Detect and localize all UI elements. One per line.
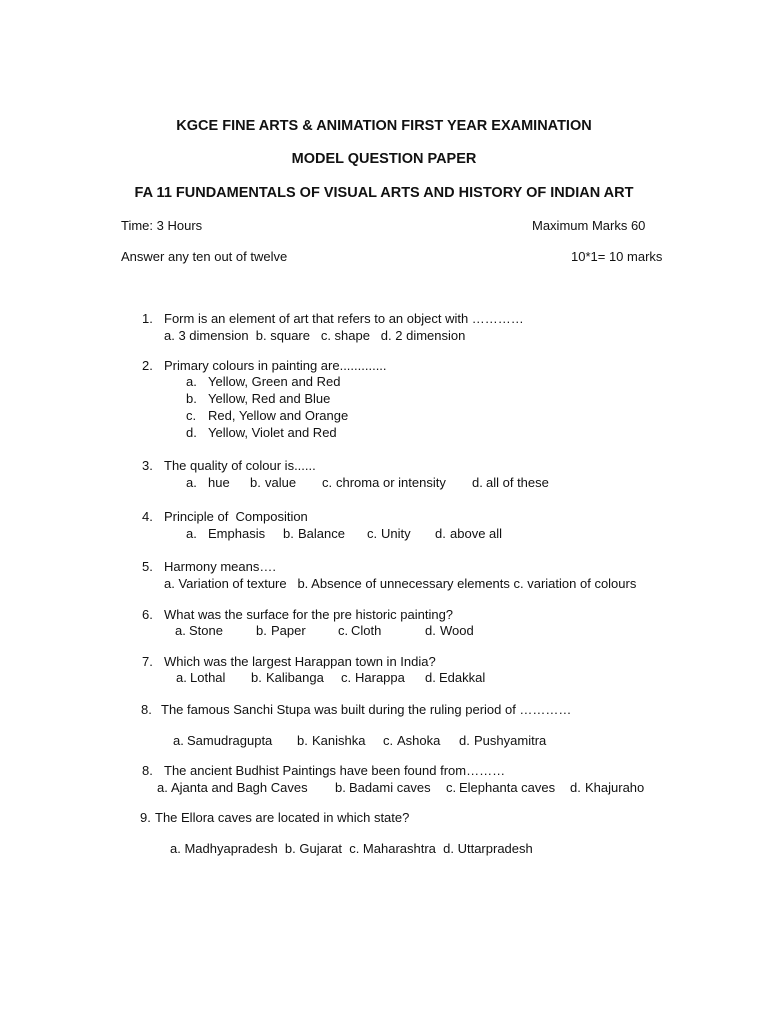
question-number: 5. bbox=[142, 559, 153, 574]
option-text: Paper bbox=[271, 623, 306, 638]
question-number: 3. bbox=[142, 458, 153, 473]
option-letter: a. bbox=[186, 526, 197, 541]
option-text: Harappa bbox=[355, 670, 405, 685]
option-text: Ashoka bbox=[397, 733, 441, 748]
option-text: Yellow, Red and Blue bbox=[208, 391, 331, 406]
option-letter: c. bbox=[322, 475, 333, 490]
option-letter: a. bbox=[176, 670, 187, 685]
question-options: a. Madhyapradesh b. Gujarat c. Maharashtra d. Uttarpradesh bbox=[170, 841, 533, 856]
option-text: Wood bbox=[440, 623, 474, 638]
question-text: The famous Sanchi Stupa was built during the ruling period of ………… bbox=[161, 702, 572, 717]
option-letter: c. bbox=[383, 733, 394, 748]
option-text: value bbox=[265, 475, 297, 490]
option-letter: a. bbox=[186, 475, 197, 490]
option-letter: d. bbox=[435, 526, 446, 541]
option-text: Samudragupta bbox=[187, 733, 273, 748]
option-text: Emphasis bbox=[208, 526, 266, 541]
question-text: The ancient Budhist Paintings have been found from……… bbox=[164, 763, 506, 778]
question-number: 7. bbox=[142, 654, 153, 669]
paper-subtitle: MODEL QUESTION PAPER bbox=[291, 151, 477, 167]
marks-scheme: 10*1= 10 marks bbox=[571, 249, 663, 264]
question-number: 8. bbox=[141, 702, 152, 717]
question-text: Principle of Composition bbox=[164, 509, 308, 524]
option-letter: b. bbox=[250, 475, 261, 490]
option-letter: c. bbox=[446, 780, 457, 795]
option-text: Yellow, Green and Red bbox=[208, 374, 341, 389]
option-text: hue bbox=[208, 475, 230, 490]
option-letter: b. bbox=[256, 623, 267, 638]
option-text: Stone bbox=[189, 623, 223, 638]
option-letter: a. bbox=[173, 733, 184, 748]
option-text: Lothal bbox=[190, 670, 226, 685]
option-letter: c. bbox=[341, 670, 352, 685]
option-letter: d. bbox=[570, 780, 581, 795]
option-letter: a. bbox=[157, 780, 168, 795]
option-letter: b. bbox=[283, 526, 294, 541]
question-text: What was the surface for the pre historic painting? bbox=[164, 607, 454, 622]
question-options: a. 3 dimension b. square c. shape d. 2 dimension bbox=[164, 328, 466, 343]
option-text: all of these bbox=[486, 475, 549, 490]
question-text: The Ellora caves are located in which state? bbox=[155, 810, 410, 825]
option-text: Edakkal bbox=[439, 670, 486, 685]
option-text: Elephanta caves bbox=[459, 780, 556, 795]
question-number: 1. bbox=[142, 311, 153, 326]
option-letter: d. bbox=[459, 733, 470, 748]
question-text: Which was the largest Harappan town in India? bbox=[164, 654, 436, 669]
option-letter: d. bbox=[425, 623, 436, 638]
option-text: chroma or intensity bbox=[336, 475, 446, 490]
question-text: Harmony means…. bbox=[164, 559, 276, 574]
option-text: above all bbox=[450, 526, 503, 541]
option-text: Kanishka bbox=[312, 733, 366, 748]
option-letter: c. bbox=[367, 526, 378, 541]
question-number: 4. bbox=[142, 509, 153, 524]
question-options: a. Variation of texture b. Absence of unnecessary elements c. variation of colours bbox=[164, 576, 637, 591]
question-number: 2. bbox=[142, 358, 153, 373]
option-letter: d. bbox=[186, 425, 197, 440]
question-text: Primary colours in painting are............. bbox=[164, 358, 387, 373]
exam-duration: Time: 3 Hours bbox=[121, 218, 203, 233]
option-letter: b. bbox=[335, 780, 346, 795]
option-text: Cloth bbox=[351, 623, 382, 638]
exam-title: KGCE FINE ARTS & ANIMATION FIRST YEAR EXAMINATION bbox=[176, 118, 592, 134]
question-number: 9. bbox=[140, 810, 151, 825]
question-text: Form is an element of art that refers to an object with ………… bbox=[164, 311, 524, 326]
option-letter: b. bbox=[297, 733, 308, 748]
option-text: Red, Yellow and Orange bbox=[208, 408, 349, 423]
option-letter: d. bbox=[472, 475, 483, 490]
option-text: Kalibanga bbox=[266, 670, 324, 685]
question-number: 6. bbox=[142, 607, 153, 622]
option-text: Unity bbox=[381, 526, 411, 541]
course-title: FA 11 FUNDAMENTALS OF VISUAL ARTS AND HISTORY OF INDIAN ART bbox=[134, 185, 634, 201]
question-text: The quality of colour is...... bbox=[164, 458, 316, 473]
option-letter: b. bbox=[251, 670, 262, 685]
option-text: Balance bbox=[298, 526, 345, 541]
option-letter: d. bbox=[425, 670, 436, 685]
answer-instruction: Answer any ten out of twelve bbox=[121, 249, 288, 264]
maximum-marks: Maximum Marks 60 bbox=[532, 218, 646, 233]
question-number: 8. bbox=[142, 763, 153, 778]
option-text: Khajuraho bbox=[585, 780, 645, 795]
option-text: Ajanta and Bagh Caves bbox=[171, 780, 308, 795]
option-text: Yellow, Violet and Red bbox=[208, 425, 337, 440]
option-letter: c. bbox=[186, 408, 197, 423]
option-letter: a. bbox=[175, 623, 186, 638]
option-letter: a. bbox=[186, 374, 197, 389]
option-letter: b. bbox=[186, 391, 197, 406]
option-text: Pushyamitra bbox=[474, 733, 547, 748]
option-letter: c. bbox=[338, 623, 349, 638]
option-text: Badami caves bbox=[349, 780, 431, 795]
